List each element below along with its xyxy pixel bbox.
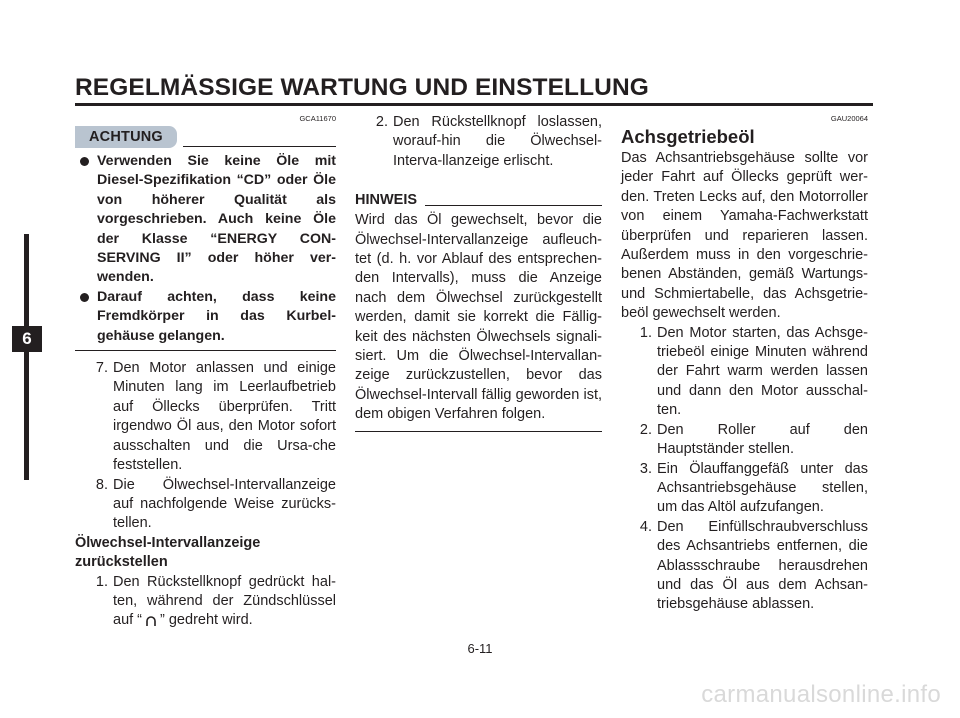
step-item <box>621 460 868 518</box>
section-intro: Das Achsantriebsgehäuse sollte vor jeder Fahrt auf Öllecks geprüft wer-den. Treten Lecks auf, den Motorroller von einem Yamaha-Fachwerkstatt überprüfen und reparieren lassen. Außerdem muss in den vorgeschrie-benen Abständen, gemäß Wartungs- und Schmiertabelle, das Achsgetrie-beöl gewechselt werden. <box>621 150 868 322</box>
page-title: REGELMÄSSIGE WARTUNG UND EINSTELLUNG <box>75 74 649 101</box>
warning-rule <box>183 146 336 147</box>
step-text: Den Roller auf den Hauptständer stellen. <box>657 421 868 458</box>
step-number: 7. <box>95 360 108 377</box>
step-text: Den Motor starten, das Achsge-triebeöl einige Minuten während der Fahrt warm werden lassen und dann den Motor ausschal-ten. <box>657 324 868 419</box>
column-3 <box>621 113 868 615</box>
step-item <box>621 518 868 615</box>
step-list <box>621 324 868 615</box>
step-number: 4. <box>639 518 652 535</box>
warning-item-text: Darauf achten, dass keine Fremdkörper in das Kurbel-gehäuse gelangen. <box>97 288 336 344</box>
step-number: 1. <box>639 324 652 341</box>
ignition-key-icon <box>144 614 158 628</box>
note-label: HINWEIS <box>355 191 418 208</box>
warning-item <box>75 288 336 346</box>
step-text: Den Einfüllschraubverschluss des Achsantriebs entfernen, die Ablassschraube herausdrehen und das Öl aus dem Achsan-triebsgehäuse ablassen. <box>657 518 868 613</box>
step-number: 2. <box>639 421 652 438</box>
step-text <box>113 573 336 631</box>
step-number: 8. <box>95 476 108 493</box>
note-rule <box>425 205 602 206</box>
step-text: Den Rückstellknopf loslassen, worauf-hin die Ölwechsel-Interva-llanzeige erlischt. <box>393 114 602 169</box>
note-header <box>355 189 602 211</box>
step-item <box>621 421 868 460</box>
step-text-before: Den Rückstellknopf gedrückt hal-ten, während der Zündschlüssel auf “ <box>113 573 336 629</box>
step-text: Die Ölwechsel-Intervallanzeige auf nachfolgende Weise zurücks-tellen. <box>113 476 336 532</box>
warning-header <box>75 125 336 149</box>
step-item <box>75 476 336 534</box>
step-text: Den Motor anlassen und einige Minuten lang im Leerlaufbetrieb auf Öllecks überprüfen. Tritt irgendwo Öl aus, den Motor sofort ausschalten und die Ursa-che feststellen. <box>113 360 336 474</box>
section-heading: Achsgetriebeöl <box>621 126 755 147</box>
step-item <box>621 324 868 421</box>
note-end-rule <box>355 431 602 432</box>
warning-list <box>75 152 336 346</box>
bullet-icon <box>80 157 89 166</box>
step-text: Ein Ölauffanggefäß unter das Achsantriebsgehäuse stellen, um das Altöl aufzufangen. <box>657 460 868 516</box>
chapter-side-bar <box>24 234 29 480</box>
step-number: 1. <box>95 573 108 590</box>
subheading: Ölwechsel-Intervallanzeige zurückstellen <box>75 534 261 571</box>
column-2 <box>355 113 602 432</box>
step-item <box>355 113 602 171</box>
page-number: 6-11 <box>467 641 493 656</box>
warning-label: ACHTUNG <box>75 126 177 148</box>
step-number: 2. <box>375 114 388 130</box>
title-rule <box>75 103 873 106</box>
step-list <box>355 113 602 171</box>
step-number: 3. <box>639 460 652 477</box>
step-text-after: ” gedreht wird. <box>160 612 253 629</box>
reference-code: GAU20064 <box>830 114 868 123</box>
warning-item <box>75 152 336 288</box>
step-item <box>75 359 336 475</box>
warning-end-rule <box>75 350 336 351</box>
step-item <box>75 573 336 631</box>
warning-item-text: Verwenden Sie keine Öle mit Diesel-Spezifikation “CD” oder Öle von höherer Qualität als vorgeschrieben. Auch keine Öle der Klasse “ENERGY CON-SERVING II” oder höher ver-wenden. <box>97 153 336 286</box>
step-list <box>75 359 336 534</box>
bullet-icon <box>80 293 89 302</box>
column-1 <box>75 113 336 631</box>
note-text: Wird das Öl gewechselt, bevor die Ölwechsel-Intervallanzeige aufleuch-tet (d. h. vor Ablauf des entsprechen-den Intervalls), muss die Anzeige nach dem Ölwechsel zurückgestellt werden, damit sie korrekt die Fällig-keit des nächsten Ölwechsels signali-siert. Um die Ölwechsel-Intervallan-zeige zurückzustellen, bevor das Ölwechsel-Intervall fällig geworden ist, dem obigen Verfahren folgen. <box>355 212 602 423</box>
sub-step-list <box>75 573 336 631</box>
watermark-link[interactable]: carmanualsonline.info <box>701 681 941 708</box>
chapter-tab: 6 <box>12 326 42 352</box>
reference-code: GCA11670 <box>299 114 336 123</box>
